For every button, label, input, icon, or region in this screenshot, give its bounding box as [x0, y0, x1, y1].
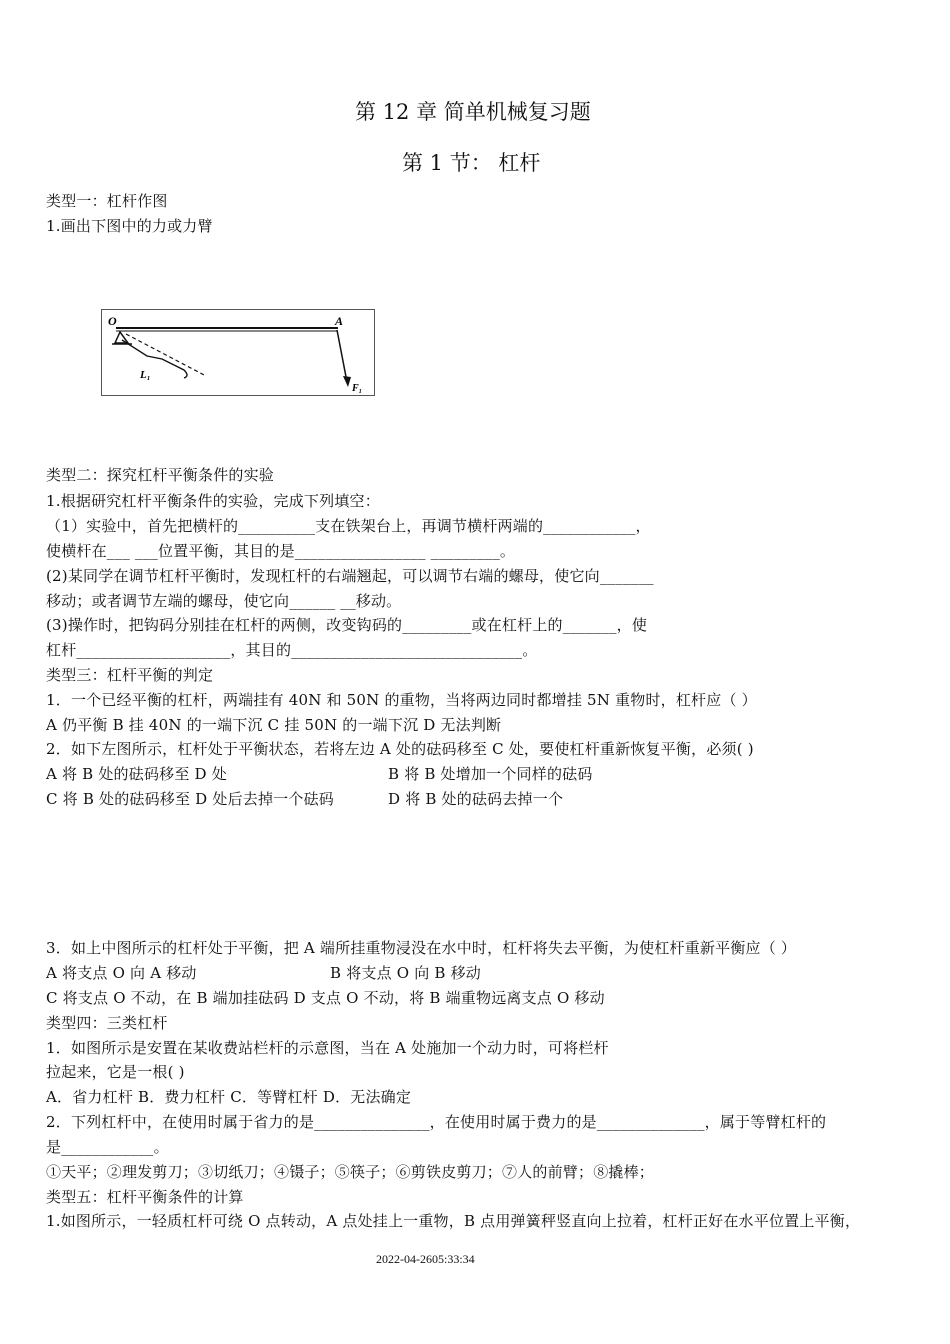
type5-question-1: 1.如图所示，一轻质杠杆可绕 O 点转动，A 点处挂上一重物，B 点用弹簧秤竖直向上拉着，杠杆正好在水平位置上平衡，	[46, 1212, 861, 1230]
arm-bracket	[122, 340, 187, 378]
type2-line-5: (3)操作时，把钩码分别挂在杠杆的两侧，改变钩码的_________或在杠杆上的_______，使	[46, 616, 648, 634]
type4-question-2-line-2: 是____________。	[46, 1138, 169, 1156]
type3-question-1: 1．一个已经平衡的杠杆，两端挂有 40N 和 50N 的重物，当将两边同时都增挂 5N 重物时，杠杆应（ ）	[46, 691, 757, 709]
section-title: 第 1 节： 杠杆	[402, 151, 541, 175]
type2-line-4: 移动；或者调节左端的螺母，使它向______ __移动。	[46, 592, 402, 610]
point-o-label: O	[108, 314, 117, 328]
type3-question-1-options: A 仍平衡 B 挂 40N 的一端下沉 C 挂 50N 的一端下沉 D 无法判断	[46, 716, 502, 734]
type3-question-3: 3．如上中图所示的杠杆处于平衡，把 A 端所挂重物浸没在水中时，杠杆将失去平衡，为使杠杆重新平衡应（ ）	[46, 939, 797, 957]
footer-timestamp: 2022-04-2605:33:34	[376, 1252, 475, 1266]
type4-question-1-line-2: 拉起来，它是一根( )	[46, 1063, 185, 1081]
arm-l1-label: L₁	[140, 369, 151, 381]
type3-question-2: 2．如下左图所示，杠杆处于平衡状态，若将左边 A 处的砝码移至 C 处，要使杠杆重新恢复平衡，必须( )	[46, 740, 754, 758]
type2-question-1: 1.根据研究杠杆平衡条件的实验，完成下列填空：	[46, 492, 380, 510]
type3-q3-option-a: A 将支点 O 向 A 移动	[46, 964, 197, 982]
type1-question-1: 1.画出下图中的力或力臂	[46, 217, 213, 235]
type3-q2-option-d: D 将 B 处的砝码去掉一个	[388, 790, 564, 808]
lever-figure	[101, 309, 375, 396]
action-line-dashed	[126, 334, 206, 376]
type1-heading: 类型一：杠杆作图	[46, 192, 168, 210]
lever-diagram	[102, 310, 374, 395]
type4-question-2-line-3: ①天平；②理发剪刀；③切纸刀；④镊子；⑤筷子；⑥剪铁皮剪刀；⑦人的前臂；⑧撬棒；	[46, 1163, 655, 1181]
force-f1-label: F₁	[352, 383, 363, 394]
type5-heading: 类型五：杠杆平衡条件的计算	[46, 1188, 244, 1206]
type3-heading: 类型三：杠杆平衡的判定	[46, 666, 214, 684]
type3-q2-option-c: C 将 B 处的砝码移至 D 处后去掉一个砝码	[46, 790, 334, 808]
type4-question-2-line-1: 2．下列杠杆中，在使用时属于省力的是_______________，在使用时属于费力的是______________，属于等臂杠杆的	[46, 1113, 827, 1131]
type2-line-3: (2)某同学在调节杠杆平衡时，发现杠杆的右端翘起，可以调节右端的螺母，使它向_______	[46, 567, 654, 585]
force-line	[337, 330, 347, 382]
type2-line-1: （1）实验中，首先把横杆的__________支在铁架台上，再调节横杆两端的____________，	[46, 517, 651, 535]
page-title: 第 12 章 简单机械复习题	[355, 100, 591, 124]
type2-line-2: 使横杆在___ ___位置平衡，其目的是_________________ _________。	[46, 542, 516, 560]
point-a-label: A	[335, 314, 344, 328]
type3-q2-option-a: A 将 B 处的砝码移至 D 处	[46, 765, 227, 783]
type4-question-1-options: A．省力杠杆 B．费力杠杆 C．等臂杠杆 D．无法确定	[46, 1088, 412, 1106]
type4-heading: 类型四：三类杠杆	[46, 1014, 168, 1032]
type4-question-1-line-1: 1．如图所示是安置在某收费站栏杆的示意图，当在 A 处施加一个动力时，可将栏杆	[46, 1039, 609, 1057]
type3-q2-option-b: B 将 B 处增加一个同样的砝码	[388, 765, 593, 783]
type2-line-6: 杠杆____________________，其目的______________________________。	[46, 641, 538, 659]
type2-heading: 类型二：探究杠杆平衡条件的实验	[46, 466, 275, 484]
force-arrowhead	[343, 376, 351, 387]
pivot-triangle	[115, 332, 128, 343]
type3-q3-option-cd: C 将支点 O 不动，在 B 端加挂砝码 D 支点 O 不动，将 B 端重物远离支点 O 移动	[46, 989, 605, 1007]
type3-q3-option-b: B 将支点 O 向 B 移动	[330, 964, 481, 982]
